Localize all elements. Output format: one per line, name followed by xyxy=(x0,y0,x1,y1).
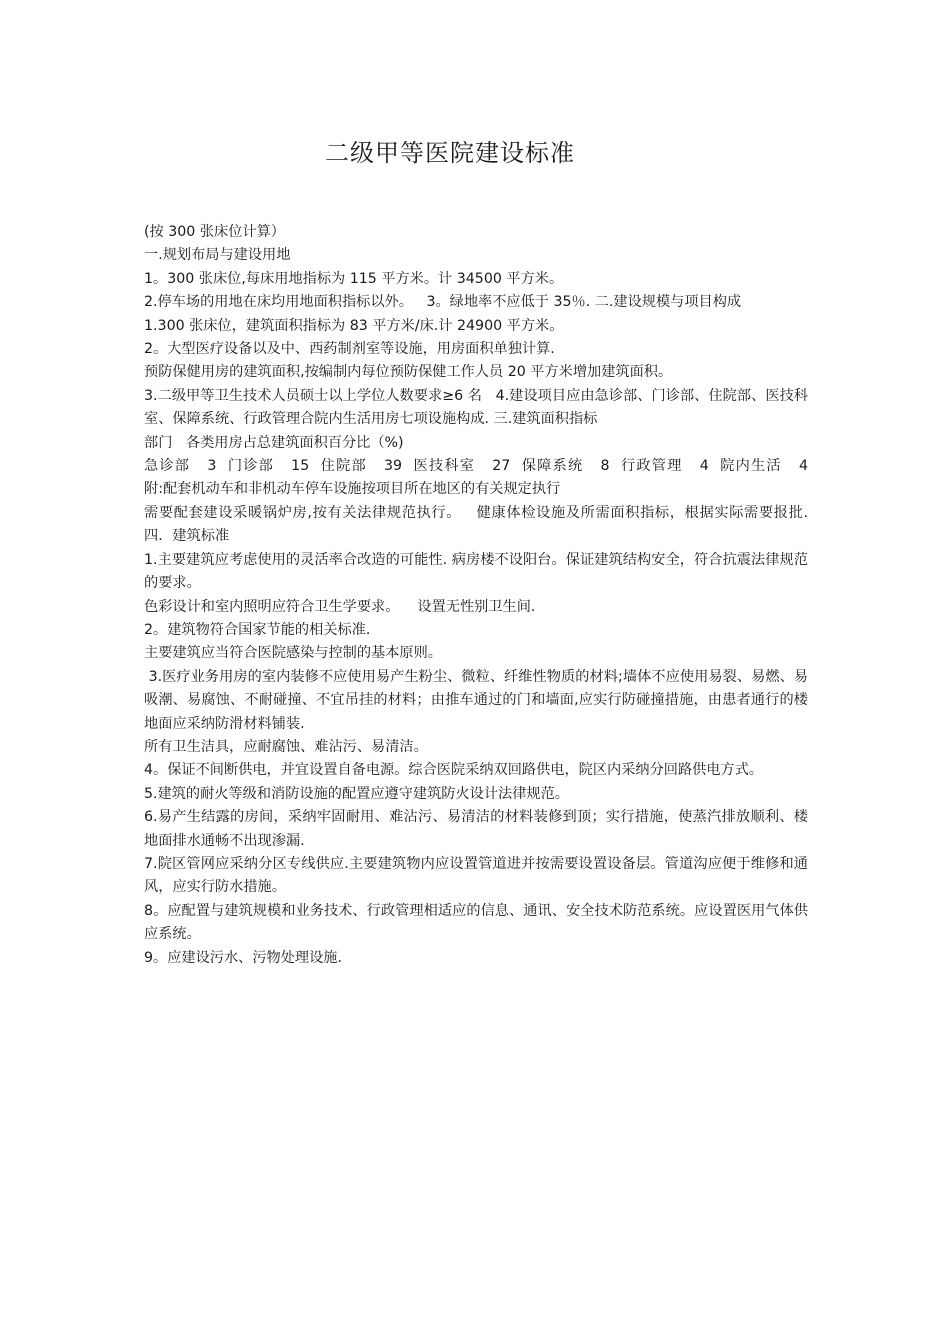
paragraph-standard-6: 6.易产生结露的房间，采纳牢固耐用、难沾污、易清洁的材料装修到顶；实行措施，使蒸汽排放顺利、楼地面排水通畅不出现渗漏. xyxy=(144,809,808,849)
department-percentages: 急诊部 3 门诊部 15 住院部 39 医技科室 27 保障系统 8 行政管理 4 院内生活 4 xyxy=(144,458,808,475)
paragraph-standard-8: 8。应配置与建筑规模和业务技术、行政管理相适应的信息、通讯、安全技术防范系统。应设置医用气体供应系统。 xyxy=(144,902,808,943)
paragraph-staff-composition: 3.二级甲等卫生技术人员硕士以上学位人数要求≥6 名 4.建设项目应由急诊部、门诊部、住院部、医技科室、保障系统、行政管理合院内生活用房七项设施构成. 三.建筑面积指标 xyxy=(144,387,808,428)
paragraph-standard-2: 2。建筑物符合国家节能的相关标准. xyxy=(144,621,371,638)
table-header-line: 部门 各类用房占总建筑面积百分比（%) xyxy=(144,434,404,451)
paragraph-standard-1: 1.主要建筑应考虑使用的灵活率合改造的可能性. 病房楼不设阳台。保证建筑结构安全，符合抗震法律规范的要求。 xyxy=(144,551,808,592)
paragraph-heating: 需要配套建设采暖锅炉房,按有关法律规范执行。 健康体检设施及所需面积指标，根据实际需要报批. 四．建筑标准 xyxy=(144,504,813,545)
paragraph-parking-green: 2.停车场的用地在床均用地面积指标以外。 3。绿地率不应低于 35％. 二.建设规模与项目构成 xyxy=(144,294,742,311)
paragraph-standard-7: 7.院区管网应采纳分区专线供应.主要建筑物内应设置管道进并按需要设置设备层。管道沟应便于维修和通风，应实行防水措施。 xyxy=(144,855,808,896)
paragraph-standard-5: 5.建筑的耐火等级和消防设施的配置应遵守建筑防火设计法律规范。 xyxy=(144,785,569,802)
document-body xyxy=(144,221,813,970)
paragraph-prevention: 预防保健用房的建筑面积,按编制内每位预防保健工作人员 20 平方米增加建筑面积。 xyxy=(144,364,673,381)
paragraph-basis: (按 300 张床位计算） xyxy=(144,224,285,240)
paragraph-standard-4: 4。保证不间断供电，并宜设置自备电源。综合医院采纳双回路供电，院区内采纳分回路供电方式。 xyxy=(144,762,764,779)
paragraph-standard-3: 3.医疗业务用房的室内装修不应使用易产生粉尘、微粒、纤维性物质的材料;墙体不应使用易裂、易燃、易吸潮、易腐蚀、不耐碰撞、不宜吊挂的材料；由推车通过的门和墙面,应实行防碰撞措施，由患者通行的楼地面应采纳防滑材料铺装. xyxy=(144,668,808,732)
section-heading-planning: 一.规划布局与建设用地 xyxy=(144,247,291,264)
paragraph-appendix: 附:配套机动车和非机动车停车设施按项目所在地区的有关规定执行 xyxy=(144,481,561,498)
paragraph-sanitary-ware: 所有卫生洁具，应耐腐蚀、难沾污、易清洁。 xyxy=(144,738,428,755)
document-title: 二级甲等医院建设标准 xyxy=(325,139,575,167)
paragraph-building-area: 1.300 张床位，建筑面积指标为 83 平方米/床.计 24900 平方米。 xyxy=(144,317,564,334)
paragraph-standard-9: 9。应建设污水、污物处理设施. xyxy=(144,949,342,966)
paragraph-land-use: 1。300 张床位,每床用地指标为 115 平方米。计 34500 平方米。 xyxy=(144,270,564,287)
paragraph-infection-control: 主要建筑应当符合医院感染与控制的基本原则。 xyxy=(144,645,442,662)
paragraph-equipment: 2。大型医疗设备以及中、西药制剂室等设施，用房面积单独计算. xyxy=(144,341,555,358)
paragraph-color-lighting: 色彩设计和室内照明应符合卫生学要求。 设置无性别卫生间. xyxy=(144,598,536,615)
